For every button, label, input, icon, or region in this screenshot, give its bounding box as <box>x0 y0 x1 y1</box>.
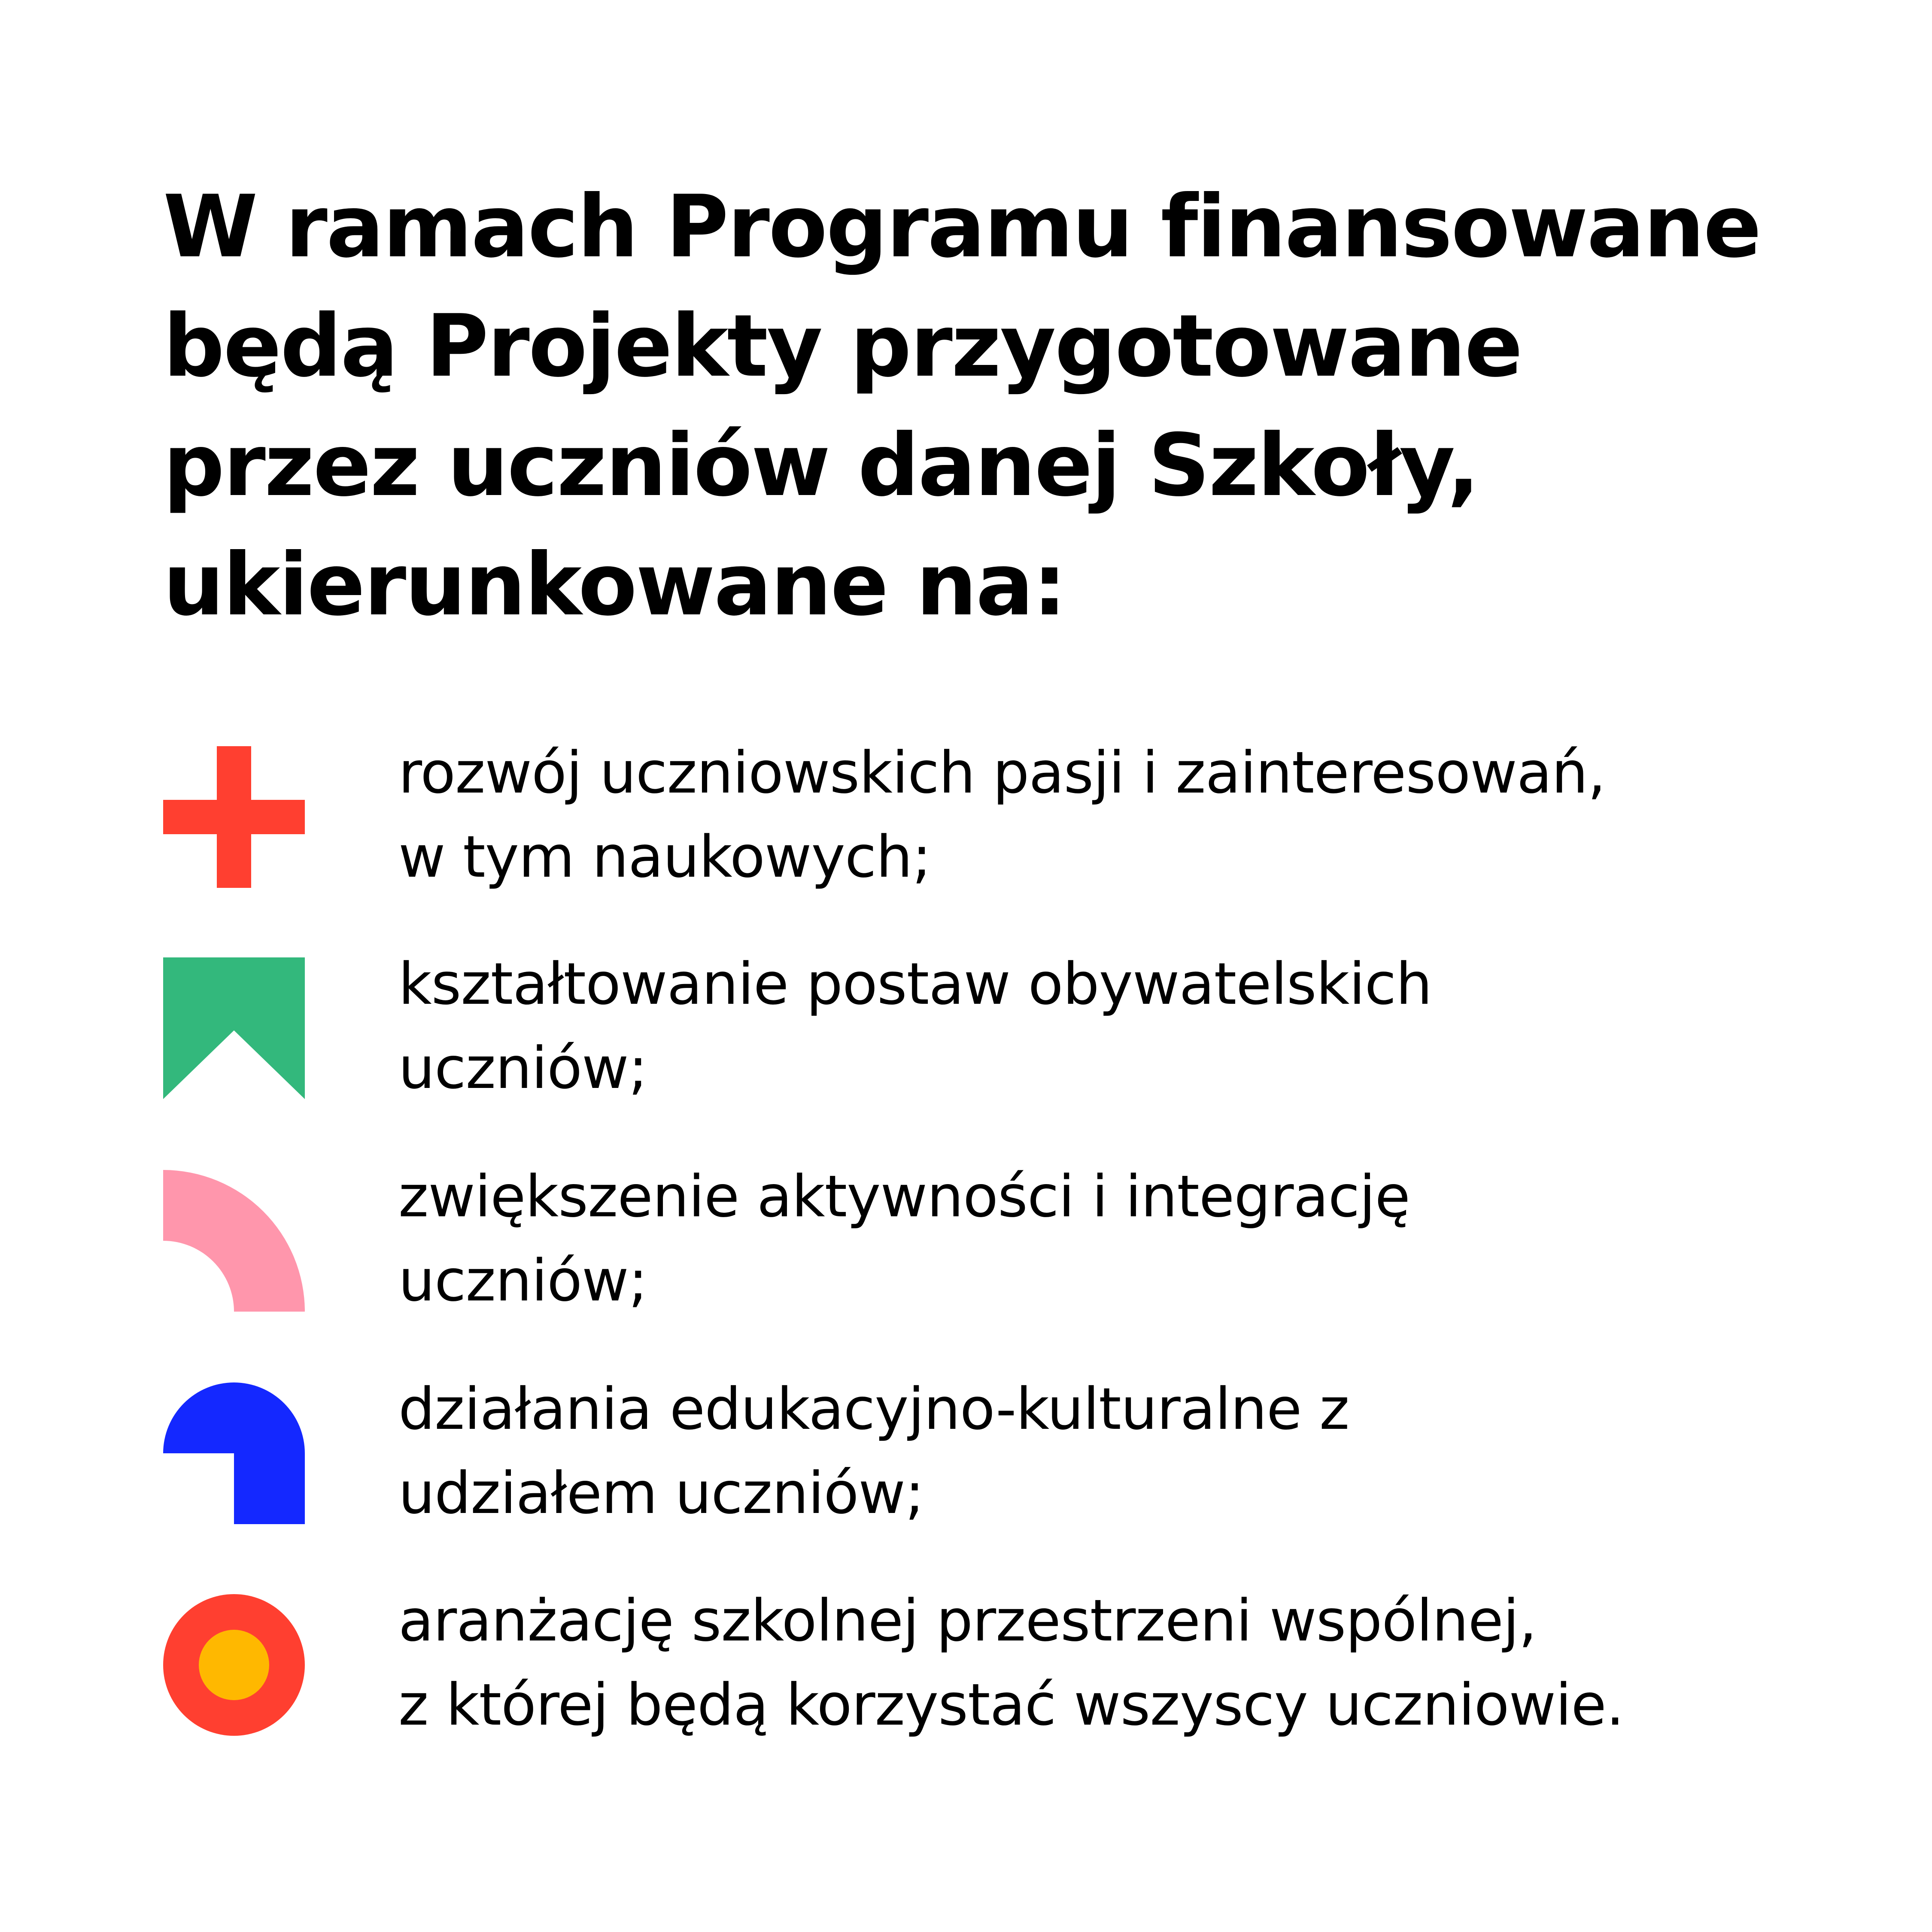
list-item-text <box>398 1579 1624 1747</box>
list-item-line: kształtowanie postaw obywatelskich <box>398 951 1432 1018</box>
green-bookmark-icon <box>163 957 305 1099</box>
list-item-educational-cultural <box>163 1376 1795 1527</box>
list-item-line: rozwój uczniowskich pasji i zainteresowań, <box>398 739 1606 806</box>
blue-hook-icon <box>163 1382 305 1524</box>
list-item-interests <box>163 739 1795 890</box>
list-item-line: z której będą korzystać wszyscy uczniowie. <box>398 1671 1624 1738</box>
list-item-activity-integration <box>163 1163 1795 1314</box>
yellow-dot-shape <box>199 1630 269 1700</box>
list-item-line: udziałem uczniów; <box>398 1460 924 1527</box>
green-bookmark-shape <box>163 957 305 1099</box>
list-item-line: aranżację szkolnej przestrzeni wspólnej, <box>398 1587 1537 1654</box>
red-ring-yellow-dot-icon <box>163 1594 305 1736</box>
blue-hook-shape <box>163 1382 305 1524</box>
heading-line: W ramach Programu finansowane <box>163 177 1761 277</box>
list-item-shared-space <box>163 1587 1795 1738</box>
pink-quarter-arc-icon <box>163 1170 305 1312</box>
page-heading <box>163 167 1838 645</box>
list-item-line: uczniów; <box>398 1035 647 1102</box>
red-cross-icon <box>163 746 305 888</box>
list-item-line: uczniów; <box>398 1247 647 1314</box>
heading-line: ukierunkowane na: <box>163 535 1066 635</box>
list-item-line: działania edukacyjno-kulturalne z <box>398 1376 1349 1443</box>
red-cross-shape <box>163 746 305 888</box>
list-item-text <box>398 1154 1410 1323</box>
heading-line: będą Projekty przygotowane <box>163 296 1522 396</box>
list-item-text <box>398 1367 1349 1535</box>
pink-arc-shape <box>163 1170 305 1312</box>
list-item-text <box>398 731 1605 899</box>
list-item-text <box>398 942 1432 1110</box>
heading-line: przez uczniów danej Szkoły, <box>163 416 1479 516</box>
list-item-line: zwiększenie aktywności i integrację <box>398 1163 1410 1230</box>
list-item-line: w tym naukowych; <box>398 823 931 890</box>
list-item-civic-attitudes <box>163 951 1795 1102</box>
